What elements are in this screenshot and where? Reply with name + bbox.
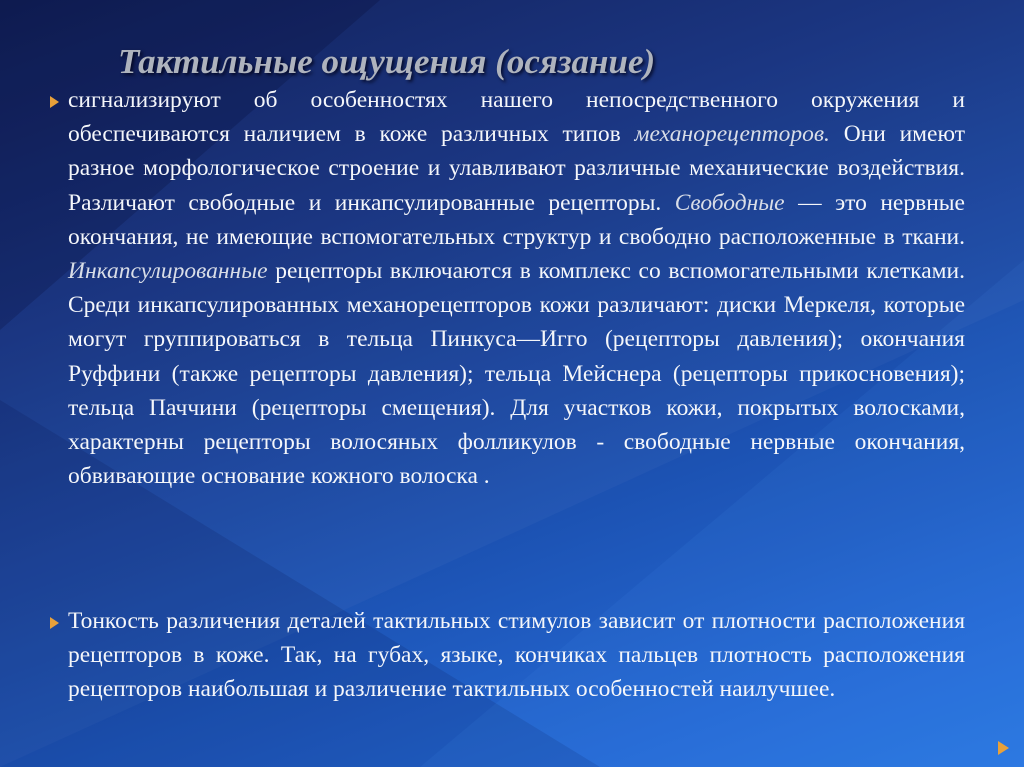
next-slide-arrow-icon[interactable] [998,741,1009,755]
paragraph-text-run: сигнализируют об особенностях нашего непосредственного окружения и обеспечиваются наличием в коже различных типов [68,87,965,148]
italic-term: Свободные [674,189,785,216]
paragraph-text-run: Они имеют разное морфологическое строение и улавливают различные механические воздействия. Различают свободные и инкапсулированные рецепторы. [68,121,965,216]
italic-term: Инкапсулированные [68,258,268,285]
slide-title: Тактильные ощущения (осязание) [118,42,656,81]
paragraph-sensitivity: Тонкость различения деталей тактильных стимулов зависит от плотности расположения рецепторов в коже. Так, на губах, языке, кончиках пальцев плотность расположения рецепторов наибольшая и различение тактильных особенностей наилучшее. [68,608,965,703]
orange-triangle-bullet-icon [50,617,59,629]
orange-triangle-bullet-icon [50,96,59,108]
paragraph-receptors [68,83,965,493]
paragraph-text-run: — это нервные окончания, не имеющие вспомогательных структур и свободно расположенные в ткани. [68,189,965,250]
italic-term: механорецепторов. [634,121,830,148]
paragraph-text-run: рецепторы включаются в комплекс со вспомогательными клетками. Среди инкапсулированных механорецепторов кожи различают: диски Меркеля, которые могут группироваться в тельца Пинкуса—Игго (рецепторы давления); окончания Руффини (также рецепторы давления); тельца Мейснера (рецепторы прикосновения); тельца Паччини (рецепторы смещения). Для участков кожи, покрытых волосками, характерны рецепторы волосяных фолликулов - свободные нервные окончания, обвивающие основание кожного волоска . [68,258,965,490]
